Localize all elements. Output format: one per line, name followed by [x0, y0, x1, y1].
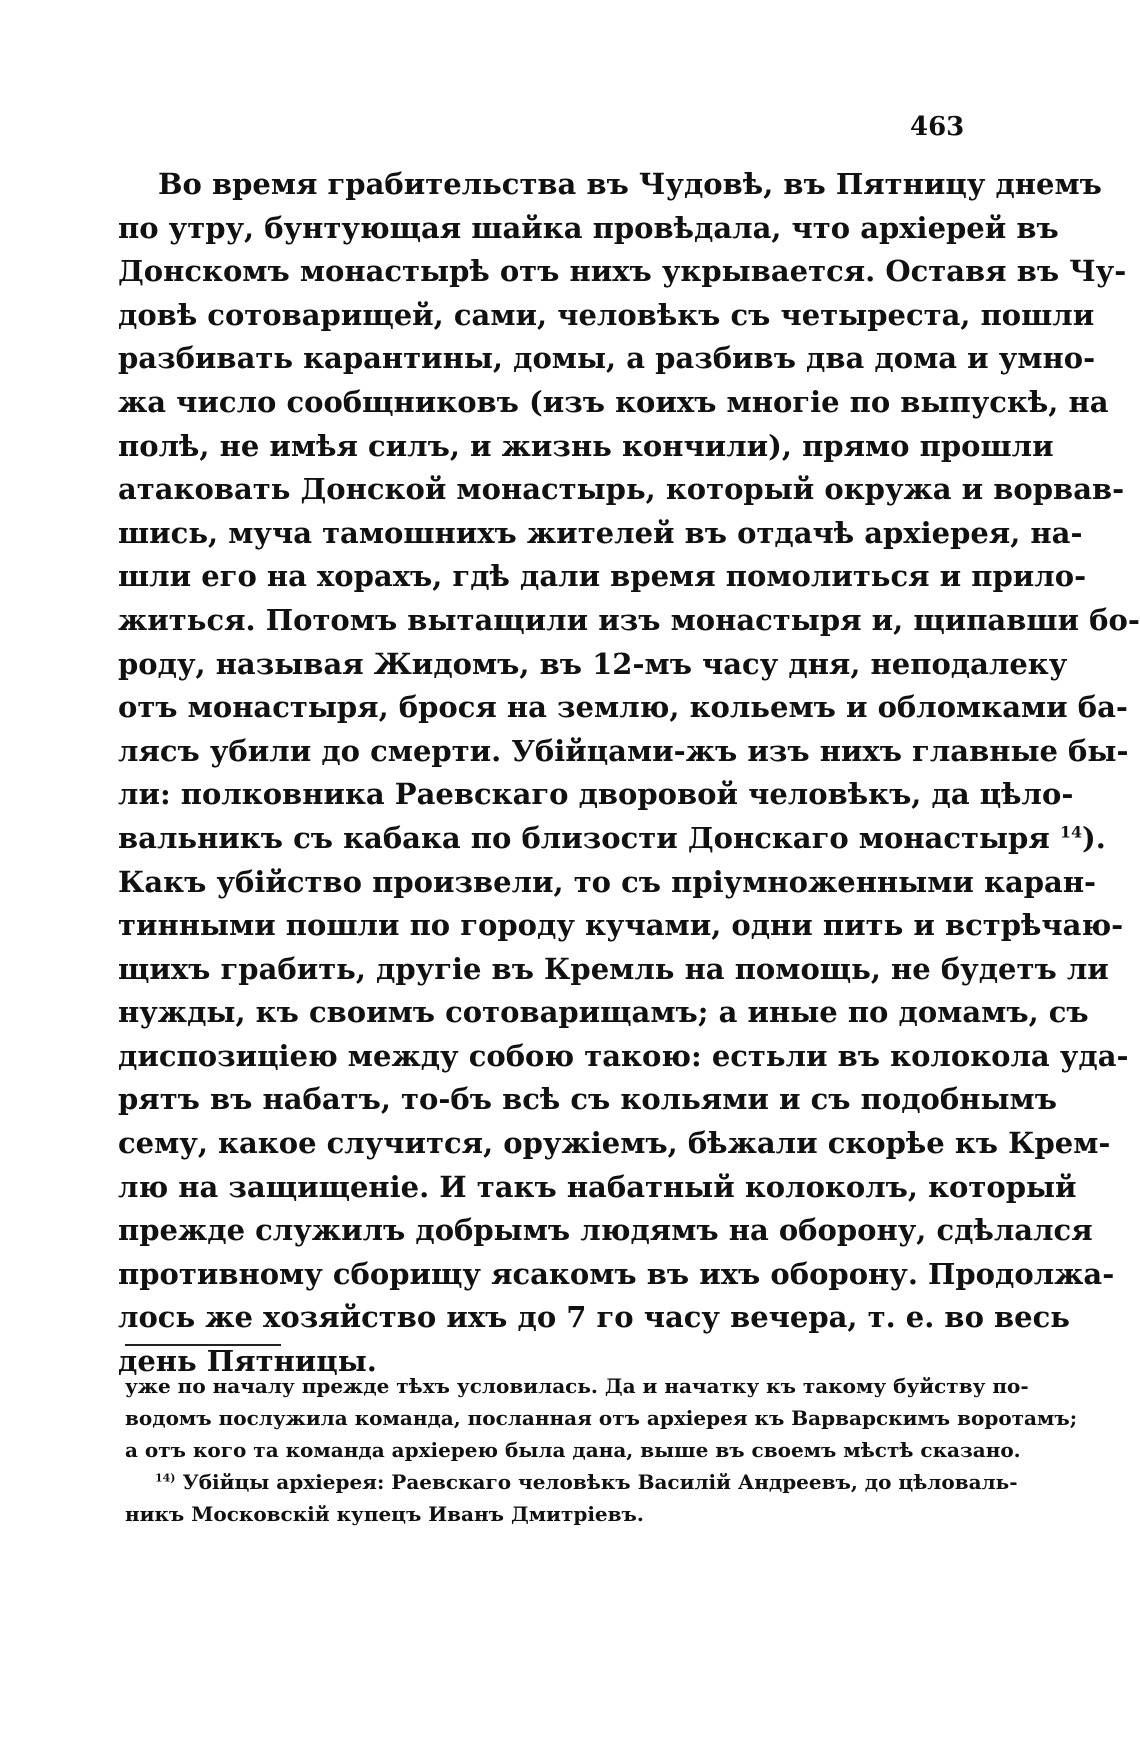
text-line: по утру, бунтующая шайка провѣдала, что архіерей въ [118, 210, 1059, 245]
footnote-line: уже по началу прежде тѣхъ условилась. Да и начатку къ такому буйству по- [125, 1374, 1029, 1398]
text-line: шли его на хорахъ, гдѣ дали время помолиться и прило- [118, 559, 1087, 594]
footnote-14-line [125, 1466, 1018, 1498]
text-line-content: вальникъ съ кабака по близости Донскаго монастыря [118, 820, 1050, 855]
text-line: лю на защищеніе. И такъ набатный колоколъ, который [118, 1169, 1077, 1204]
text-line: Донскомъ монастырѣ отъ нихъ укрывается. Оставя въ Чу- [118, 254, 1127, 289]
footnote-line: никъ Московскій купецъ Иванъ Дмитріевъ. [125, 1502, 644, 1526]
text-line: Какъ убійство произвели, то съ пріумноженными каран- [118, 864, 1097, 899]
text-line: лясъ убили до смерти. Убійцами-жъ изъ нихъ главные бы- [118, 733, 1129, 768]
footnote-ref-tail: ). [1082, 820, 1106, 855]
text-line-with-footnote-ref [118, 817, 1106, 861]
text-line: лось же хозяйство ихъ до 7 го часу вечера, т. е. во весь [118, 1300, 1070, 1335]
footnotes [125, 1370, 1078, 1530]
text-line: тинными пошли по городу кучами, одни пить и встрѣчаю- [118, 908, 1124, 943]
text-line: диспозиціею между собою такою: естьли въ колокола уда- [118, 1038, 1129, 1073]
text-line: довѣ сотоварищей, сами, человѣкъ съ четыреста, пошли [118, 297, 1095, 332]
text-line: жа число сообщниковъ (изъ коихъ многіе по выпускѣ, на [118, 384, 1109, 419]
text-line: отъ монастыря, брося на землю, кольемъ и обломками ба- [118, 690, 1128, 725]
footnote-number: 14) [155, 1471, 176, 1485]
text-line: щихъ грабить, другіе въ Кремль на помощь, не будетъ ли [118, 951, 1109, 986]
page-number: 463 [910, 112, 965, 142]
text-line: день Пятницы. [118, 1344, 377, 1379]
text-line: рятъ въ набатъ, то-бъ всѣ съ кольями и съ подобнымъ [118, 1082, 1057, 1117]
footnote-line: водомъ послужила команда, посланная отъ архіерея къ Варварскимъ воротамъ; [125, 1406, 1078, 1430]
footnote-divider [125, 1344, 281, 1346]
text-line: Во время грабительства въ Чудовѣ, въ Пятницу днемъ [158, 167, 1102, 201]
text-line: житься. Потомъ вытащили изъ монастыря и, щипавши бо- [118, 602, 1140, 637]
text-line: разбивать карантины, домы, а разбивъ два дома и умно- [118, 341, 1096, 376]
text-line: противному сборищу ясакомъ въ ихъ оборону. Продолжа- [118, 1256, 1115, 1291]
text-line: нужды, къ своимъ сотоварищамъ; а иные по домамъ, съ [118, 995, 1089, 1030]
text-line: сему, какое случится, оружіемъ, бѣжали скорѣе къ Крем- [118, 1126, 1111, 1161]
text-line: роду, называя Жидомъ, въ 12-мъ часу дня, неподалеку [118, 646, 1068, 681]
text-line: ли: полковника Раевскаго дворовой человѣкъ, да цѣло- [118, 777, 1074, 812]
footnote-text: Убійцы архіерея: Раевскаго человѣкъ Василій Андреевъ, до цѣловаль- [182, 1470, 1018, 1494]
text-line: атаковать Донской монастырь, который окружа и ворвав- [118, 472, 1125, 507]
text-line: прежде служилъ добрымъ людямъ на оборону, сдѣлался [118, 1213, 1093, 1248]
footnote-line: а отъ кого та команда архіерею была дана, выше въ своемъ мѣстѣ сказано. [125, 1438, 1021, 1462]
main-text [118, 163, 1140, 1384]
text-line: полѣ, не имѣя силъ, и жизнь кончили), прямо прошли [118, 428, 1054, 463]
text-line: шись, муча тамошнихъ жителей въ отдачѣ архіерея, на- [118, 515, 1083, 550]
footnote-ref: 14 [1059, 822, 1083, 842]
